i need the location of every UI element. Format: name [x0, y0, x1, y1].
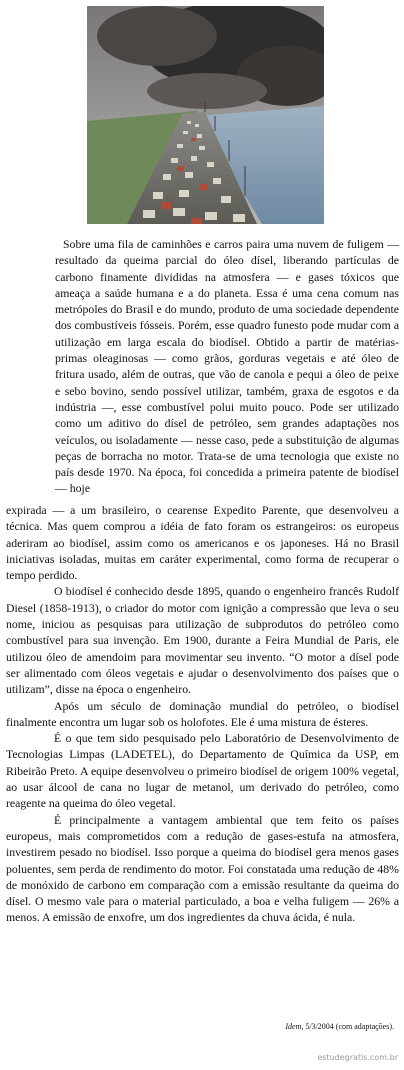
watermark: estudegratis.com.br	[317, 1053, 398, 1062]
credit-author: Idem	[285, 1022, 302, 1031]
credit-date: , 5/3/2004 (com adaptações).	[301, 1022, 394, 1031]
article-body	[6, 502, 399, 926]
paragraph-text: É principalmente a vantagem ambiental que tem feito os países europeus, mais comprometidos com a redução de gases-estufa na atmosfera, investirem pesado no biodísel. Isso porque a queima do biodísel gera menos gases poluentes, sem perda de rendimento do motor. Foi constatada uma redução de 48% de monóxido de carbono em comparação com a emissão resultante da queima do dísel. O mesmo vale para o material particulado, a boa e velha fuligem — 26% a menos. A emissão de enxofre, um dos ingredientes da chuva ácida, é nula.	[6, 812, 399, 925]
paragraph-text: O biodísel é conhecido desde 1895, quando o engenheiro francês Rudolf Diesel (1858-1913), o criador do motor com ignição a compressão que leva o seu nome, iniciou as pesquisas para utilização de subprodutos do petróleo como combustível para sua invenção. Em 1900, durante a Feira Mundial de Paris, ele utilizou óleo de amendoim para movimentar seu invento. “O motor a dísel pode ser alimentado com óleos vegetais e ajudar o desenvolvimento dos países que o utilizam”, disse na época o engenheiro.	[6, 584, 399, 697]
paragraph-text: É o que tem sido pesquisado pelo Laboratório de Desenvolvimento de Tecnologias Limpas (LADETEL), do Departamento de Química da USP, em Ribeirão Preto. A equipe desenvolveu o primeiro biodísel de origem 100% vegetal, ao usar álcool de cana no lugar de metanol, um derivado do petróleo, como reagente na queima do óleo vegetal.	[6, 731, 399, 811]
paragraph-text: Sobre uma fila de caminhões e carros paira uma nuvem de fuligem — resultado da queima parcial do óleo dísel, liberando partículas de carbono finamente divididas na atmosfera — e gases tóxicos que ameaça a saúde humana e a do planeta. Essa é uma cena comum nas metrópoles do Brasil e do mundo, produto de uma sociedade dependente dos combustíveis fósseis. Porém, esse quadro funesto pode mudar com a utilização em larga escala do biodísel. Obtido a partir de matérias-primas oleaginosas — como grãos, gorduras vegetais e até óleo de fritura usado, além de outras, que vão de canola e pequi a óleo de peixe e sebo bovino, sendo possível utilizar, também, graxa de esgotos e da indústria —, esse combustível polui muito pouco. Pode ser utilizado como um aditivo do dísel de petróleo, sem grandes adaptações nos veículos, ou isoladamente — nesse caso, pede a substituição de algumas peças de borracha no motor. Trata-se de uma tecnologia que existe no país desde 1970. Na época, foi concedida a primeira patente de biodísel — hoje	[55, 237, 399, 496]
highway-traffic-icon	[87, 6, 324, 224]
source-credit	[285, 1022, 394, 1031]
paragraph-continuation: expirada — a um brasileiro, o cearense Expedito Parente, que desenvolveu a técnica. Mas quem comprou a idéia de fato foram os estrangeiros: os europeus aderiram ao biodísel, assim como os americanos e os japoneses. Há no Brasil iniciativas isoladas, muitas em caráter experimental, como forma de recuperar o tempo perdido.	[6, 503, 399, 583]
paragraph-text: Após um século de dominação mundial do petróleo, o biodísel finalmente encontra um lugar sob os holofotes. Ele é uma mistura de ésteres.	[6, 698, 399, 729]
highway-traffic-photo	[87, 6, 324, 224]
article-paragraph-1	[55, 236, 399, 497]
